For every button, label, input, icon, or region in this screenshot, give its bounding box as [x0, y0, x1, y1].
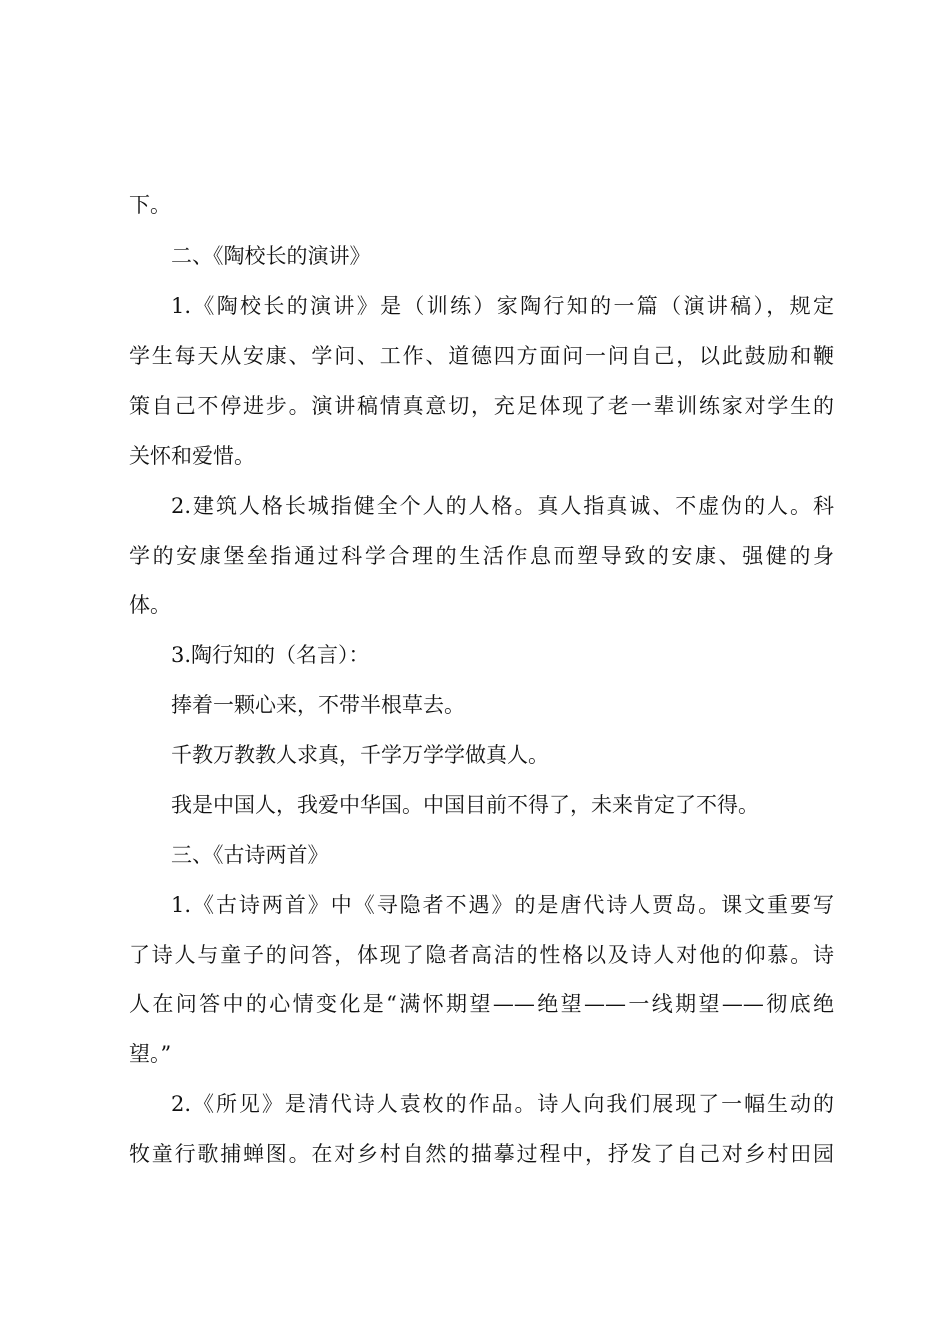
text-line: 策自己不停进步。演讲稿情真意切，充足体现了老一辈训练家对学生的 [129, 394, 834, 418]
text-line: 学生每天从安康、学问、工作、道德四方面问一问自己，以此鼓励和鞭 [129, 344, 834, 368]
text-line: 2.建筑人格长城指健全个人的人格。真人指真诚、不虚伪的人。科 [171, 494, 834, 518]
text-line: 牧童行歌捕蝉图。在对乡村自然的描摹过程中，抒发了自己对乡村田园 [129, 1142, 834, 1166]
section-heading: 三、《古诗两首》 [171, 843, 329, 867]
text-line: 1.《古诗两首》中《寻隐者不遇》的是唐代诗人贾岛。课文重要写 [171, 893, 834, 917]
text-line: 人在问答中的心情变化是“满怀期望——绝望——一线期望——彻底绝 [129, 992, 834, 1016]
text-line: 2.《所见》是清代诗人袁枚的作品。诗人向我们展现了一幅生动的 [171, 1092, 834, 1116]
text-line: 望。” [129, 1042, 172, 1066]
quote-line: 我是中国人，我爱中华国。中国目前不得了，未来肯定了不得。 [171, 793, 759, 817]
text-line: 关怀和爱惜。 [129, 444, 255, 468]
text-line: 下。 [129, 193, 171, 217]
text-line: 了诗人与童子的问答，体现了隐者高洁的性格以及诗人对他的仰慕。诗 [129, 943, 834, 967]
section-heading: 二、《陶校长的演讲》 [171, 244, 371, 268]
text-line: 体。 [129, 593, 171, 617]
quote-line: 捧着一颗心来，不带半根草去。 [171, 693, 465, 717]
text-line: 学的安康堡垒指通过科学合理的生活作息而塑导致的安康、强健的身 [129, 544, 834, 568]
text-line: 1.《陶校长的演讲》是（训练）家陶行知的一篇（演讲稿），规定 [171, 294, 834, 318]
text-line: 3.陶行知的（名言）： [171, 643, 370, 667]
quote-line: 千教万教教人求真，千学万学学做真人。 [171, 743, 549, 767]
